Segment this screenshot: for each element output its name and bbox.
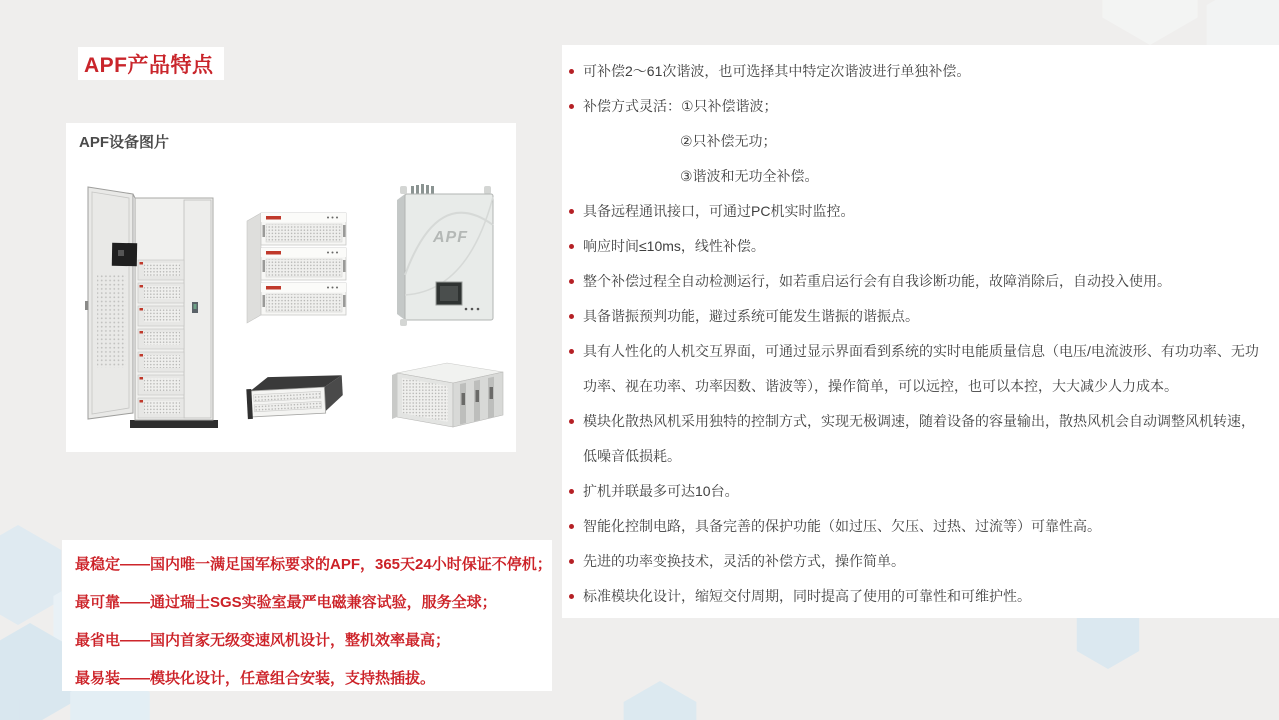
highlight-line: [75, 544, 552, 582]
feature-item: [562, 89, 1279, 124]
equipment-illustration: [66, 123, 516, 453]
feature-item: [562, 54, 1279, 89]
feature-item: [562, 544, 1279, 579]
highlight-box: [62, 540, 552, 691]
highlight-text: 最可靠——通过瑞士SGS实验室最严电磁兼容试验，服务全球；: [75, 593, 497, 611]
feature-panel: [562, 45, 1279, 618]
feature-item: [562, 299, 1279, 334]
feature-text: 整个补偿过程全自动检测运行，如若重启运行会有自我诊断功能，故障消除后，自动投入使用。: [583, 273, 1171, 289]
feature-item: [562, 334, 1279, 404]
highlight-line: [75, 582, 539, 620]
feature-text: 补偿方式灵活：①只补偿谐波；: [583, 98, 778, 114]
feature-item: [562, 159, 1279, 194]
feature-text: ②只补偿无功；: [680, 133, 777, 149]
feature-text: 先进的功率变换技术，灵活的补偿方式，操作简单。: [583, 553, 905, 569]
bullet-dot-icon: [569, 559, 574, 564]
title-box: [78, 47, 224, 80]
equipment-image-panel: [66, 123, 516, 452]
stacked-rack-modules-image: [247, 213, 346, 323]
bullet-dot-icon: [569, 489, 574, 494]
rack-module-6u-image: [392, 363, 503, 427]
bullet-dot-icon: [569, 244, 574, 249]
feature-item: [562, 264, 1279, 299]
highlight-text: 最稳定——国内唯一满足国军标要求的APF，365天24小时保证不停机；: [75, 555, 552, 573]
bullet-dot-icon: [569, 69, 574, 74]
highlight-line: [75, 620, 539, 658]
bullet-dot-icon: [569, 279, 574, 284]
feature-text: 响应时间≤10ms，线性补偿。: [583, 238, 765, 254]
feature-text: 扩机并联最多可达10台。: [583, 483, 739, 499]
feature-item: [562, 404, 1279, 474]
highlight-text: 最易装——模块化设计，任意组合安装，支持热插拔。: [75, 669, 436, 687]
bullet-dot-icon: [569, 594, 574, 599]
page-title: APF产品特点: [84, 53, 214, 77]
bullet-dot-icon: [569, 419, 574, 424]
feature-item: [562, 124, 1279, 159]
image-panel-label: APF设备图片: [79, 134, 170, 151]
feature-list: [562, 54, 1279, 614]
bullet-dot-icon: [569, 349, 574, 354]
feature-text: 可补偿2～61次谐波，也可选择其中特定次谐波进行单独补偿。: [583, 63, 971, 79]
feature-text: 智能化控制电路，具备完善的保护功能（如过压、欠压、过热、过流等）可靠性高。: [583, 518, 1101, 534]
cabinet-open-door-image: [85, 187, 218, 428]
rack-module-2u-image: [246, 373, 344, 419]
feature-text: 具备谐振预判功能，避过系统可能发生谐振的谐振点。: [583, 308, 919, 324]
apf-logo-text: APF: [433, 229, 468, 246]
bullet-dot-icon: [569, 209, 574, 214]
bullet-dot-icon: [569, 524, 574, 529]
feature-text: 模块化散热风机采用独特的控制方式，实现无极调速，随着设备的容量输出，散热风机会自动调整风机转速，低噪音低损耗。: [583, 413, 1255, 464]
feature-item: [562, 229, 1279, 264]
feature-text: 具备远程通讯接口，可通过PC机实时监控。: [583, 203, 855, 219]
feature-text: 具有人性化的人机交互界面，可通过显示界面看到系统的实时电能质量信息（电压/电流波形、有功功率、无功功率、视在功率、功率因数、谐波等），操作简单，可以远控，也可以本控，大大减少人力成本。: [583, 343, 1259, 394]
feature-item: [562, 509, 1279, 544]
wall-mount-apf-unit-image: [397, 184, 493, 326]
bullet-dot-icon: [569, 104, 574, 109]
highlight-line: [75, 658, 539, 696]
feature-item: [562, 474, 1279, 509]
bullet-dot-icon: [569, 314, 574, 319]
feature-text: ③谐波和无功全补偿。: [680, 168, 819, 184]
feature-item: [562, 579, 1279, 614]
hexagon-bottom-center: [624, 681, 697, 720]
feature-text: 标准模块化设计，缩短交付周期，同时提高了使用的可靠性和可维护性。: [583, 588, 1031, 604]
feature-item: [562, 194, 1279, 229]
highlight-text: 最省电——国内首家无级变速风机设计，整机效率最高；: [75, 631, 451, 649]
